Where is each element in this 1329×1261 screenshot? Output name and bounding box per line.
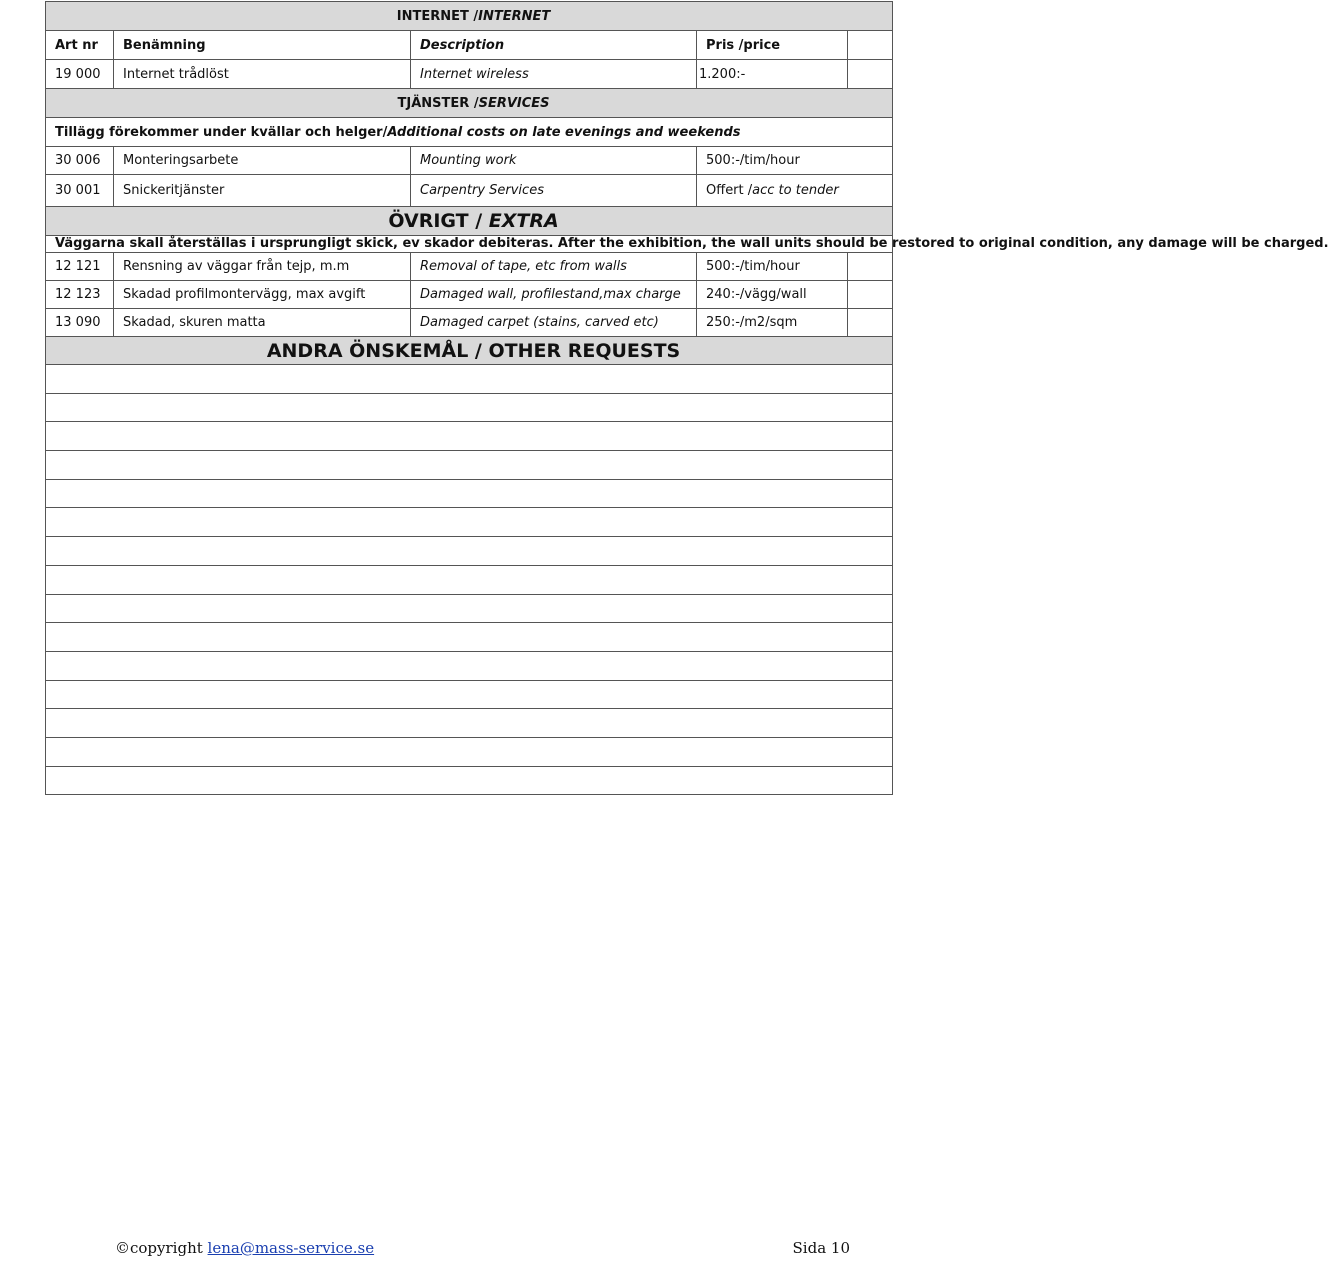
col-qty[interactable] (848, 31, 893, 60)
artnr-cell: 12 121 (46, 253, 114, 281)
services-note-row (46, 118, 893, 147)
request-input-cell[interactable] (46, 393, 893, 422)
desc-cell: Mounting work (411, 147, 697, 175)
request-blank-row (46, 479, 893, 508)
name-cell: Snickeritjänster (114, 175, 411, 207)
col-description: Description (411, 31, 697, 60)
services-heading: TJÄNSTER /SERVICES (46, 89, 893, 118)
desc-cell: Damaged carpet (stains, carved etc) (411, 309, 697, 337)
extra-row (46, 309, 893, 337)
service-row (46, 175, 893, 207)
qty-input-cell[interactable] (848, 60, 893, 89)
request-input-cell[interactable] (46, 680, 893, 709)
other-header-row (46, 337, 893, 365)
price-cell: 240:-/vägg/wall (697, 281, 848, 309)
internet-header-row (46, 2, 893, 31)
request-blank-row (46, 594, 893, 623)
request-blank-row (46, 508, 893, 537)
artnr-cell: 12 123 (46, 281, 114, 309)
desc-cell: Removal of tape, etc from walls (411, 253, 697, 281)
internet-heading: INTERNET /INTERNET (46, 2, 893, 31)
request-blank-row (46, 451, 893, 480)
artnr-cell: 19 000 (46, 60, 114, 89)
request-input-cell[interactable] (46, 479, 893, 508)
request-input-cell[interactable] (46, 766, 893, 795)
services-header-row (46, 89, 893, 118)
col-price: Pris /price (697, 31, 848, 60)
request-input-cell[interactable] (46, 709, 893, 738)
desc-cell: Damaged wall, profilestand,max charge (411, 281, 697, 309)
name-cell: Skadad profilmontervägg, max avgift (114, 281, 411, 309)
request-blank-row (46, 680, 893, 709)
qty-input-cell[interactable] (848, 281, 893, 309)
price-cell: Offert /acc to tender (697, 175, 893, 207)
qty-input-cell[interactable] (848, 309, 893, 337)
extra-note: Väggarna skall återställas i ursprungligt skick, ev skador debiteras. After the exhibition, the wall units should be restored to original condition, any damage will be charged. (46, 236, 893, 253)
qty-input-cell[interactable] (848, 253, 893, 281)
other-heading: ANDRA ÖNSKEMÅL / OTHER REQUESTS (46, 337, 893, 365)
artnr-cell: 30 006 (46, 147, 114, 175)
price-cell: 1.200:- (697, 60, 848, 89)
request-blank-row (46, 651, 893, 680)
request-input-cell[interactable] (46, 451, 893, 480)
request-blank-row (46, 537, 893, 566)
price-cell: 500:-/tim/hour (697, 147, 893, 175)
col-artnr: Art nr (46, 31, 114, 60)
request-input-cell[interactable] (46, 651, 893, 680)
request-input-cell[interactable] (46, 422, 893, 451)
request-blank-row (46, 422, 893, 451)
service-row (46, 147, 893, 175)
request-blank-row (46, 766, 893, 795)
desc-cell: Carpentry Services (411, 175, 697, 207)
name-cell: Skadad, skuren matta (114, 309, 411, 337)
internet-column-headers (46, 31, 893, 60)
request-input-cell[interactable] (46, 565, 893, 594)
artnr-cell: 30 001 (46, 175, 114, 207)
name-cell: Rensning av väggar från tejp, m.m (114, 253, 411, 281)
email-link[interactable]: lena@mass-service.se (207, 1239, 375, 1257)
price-cell: 500:-/tim/hour (697, 253, 848, 281)
request-blank-row (46, 565, 893, 594)
price-cell: 250:-/m2/sqm (697, 309, 848, 337)
services-note: Tillägg förekommer under kvällar och helger/Additional costs on late evenings and weekends (46, 118, 893, 147)
order-form-table (45, 1, 1329, 795)
request-blank-row (46, 737, 893, 766)
request-blank-row (46, 365, 893, 394)
request-blank-row (46, 393, 893, 422)
extra-header-row (46, 207, 893, 236)
extra-row (46, 253, 893, 281)
desc-cell: Internet wireless (411, 60, 697, 89)
internet-row (46, 60, 893, 89)
page-footer (115, 1239, 850, 1261)
artnr-cell: 13 090 (46, 309, 114, 337)
col-benamning: Benämning (114, 31, 411, 60)
copyright-text: ©copyright lena@mass-service.se (115, 1239, 375, 1257)
request-blank-row (46, 709, 893, 738)
request-input-cell[interactable] (46, 537, 893, 566)
request-input-cell[interactable] (46, 508, 893, 537)
request-input-cell[interactable] (46, 737, 893, 766)
page-number: Sida 10 (792, 1239, 850, 1257)
request-input-cell[interactable] (46, 365, 893, 394)
request-input-cell[interactable] (46, 623, 893, 652)
request-blank-row (46, 623, 893, 652)
name-cell: Monteringsarbete (114, 147, 411, 175)
name-cell: Internet trådlöst (114, 60, 411, 89)
extra-heading: ÖVRIGT / EXTRA (46, 207, 893, 236)
extra-note-row (46, 236, 893, 253)
extra-row (46, 281, 893, 309)
request-input-cell[interactable] (46, 594, 893, 623)
